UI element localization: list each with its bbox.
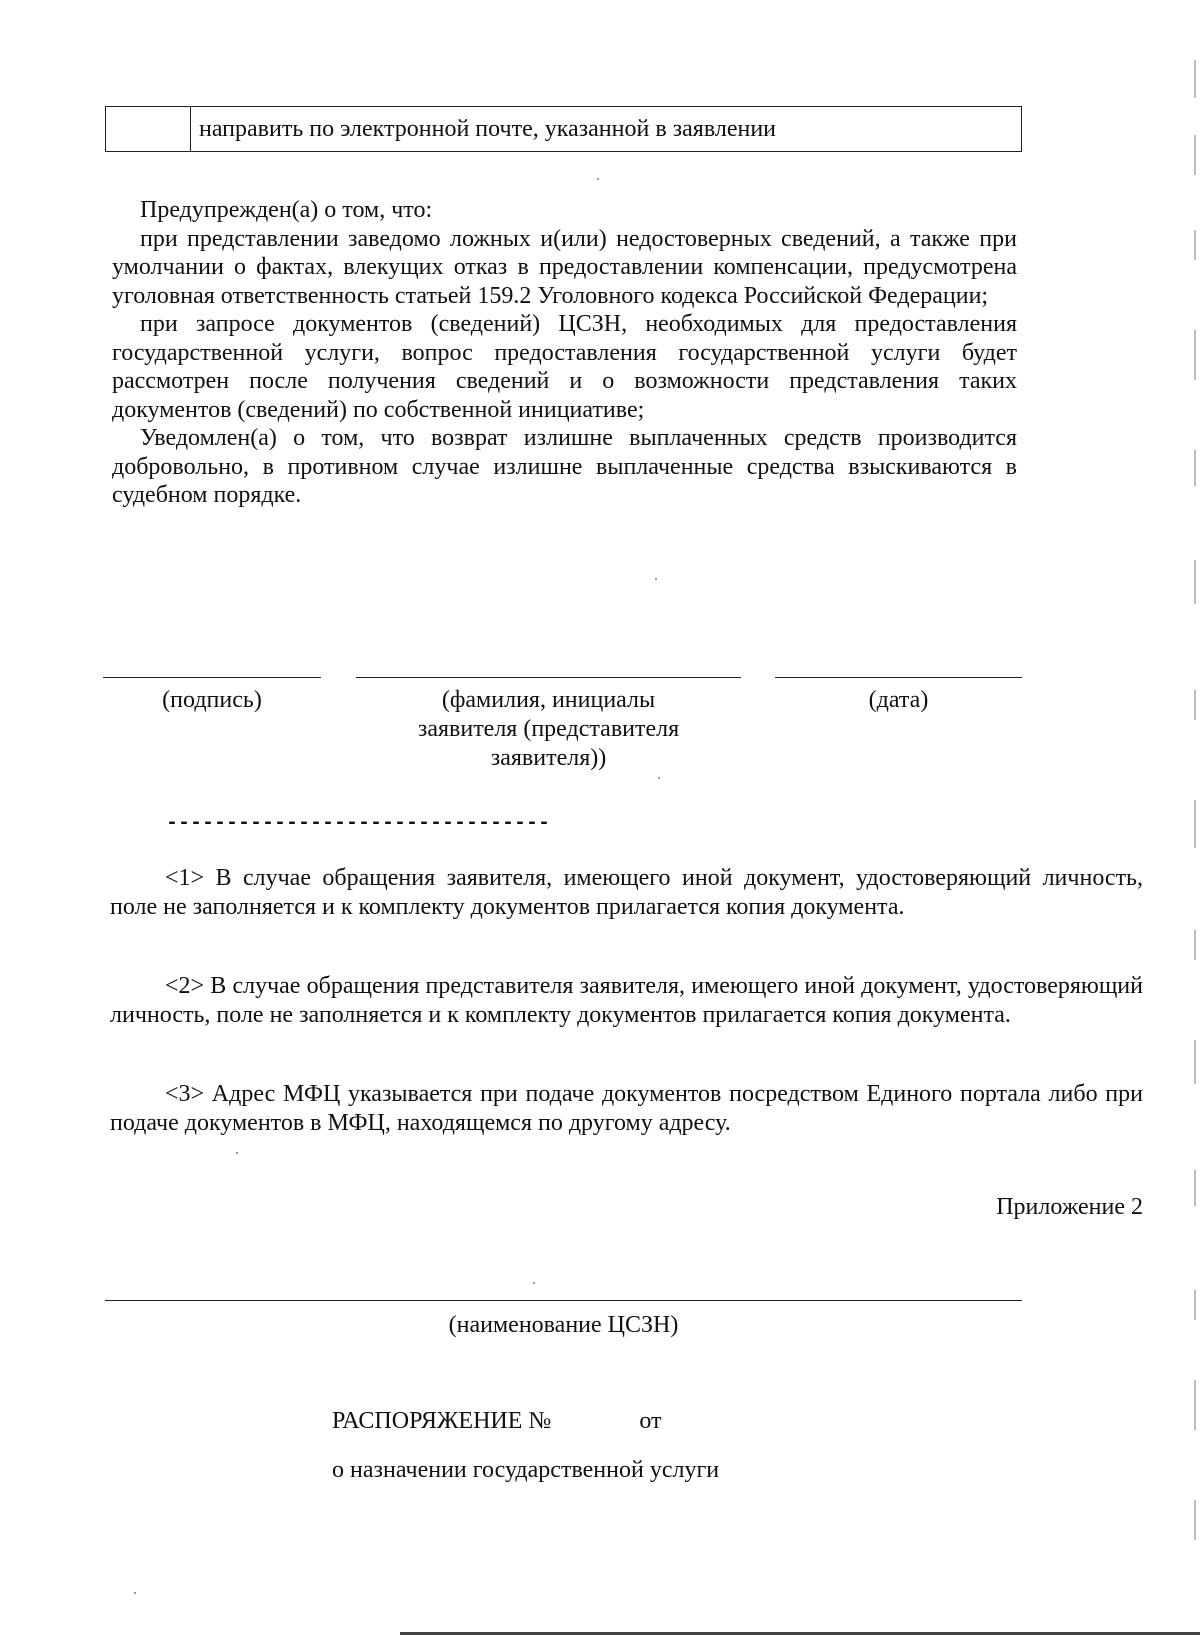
warning-item-document-request: при запросе документов (сведений) ЦСЗН, необходимых для предоставления государственной услуги, вопрос предоставления государственной услуги будет рассмотрен после получения сведений и о возможности представления таких документов (сведений) по собственной инициативе; <box>112 311 1017 423</box>
name-caption-line: (фамилия, инициалы <box>441 687 656 713</box>
warning-item-criminal-liability: при представлении заведомо ложных и(или) недостоверных сведений, а также при умолчании о фактах, влекущих отказ в предоставлении компенсации, предусмотрена уголовная ответственность статьей 159.2 Уголовного кодекса Российской Федерации; <box>112 225 1017 309</box>
scan-speck <box>655 578 657 580</box>
delivery-option-row <box>105 106 1022 152</box>
order-title-date: от <box>639 1408 662 1434</box>
footnote-1: <1> В случае обращения заявителя, имеющего иной документ, удостоверяющий личность, поле не заполняется и к комплекту документов прилагается копия документа. <box>110 865 1143 920</box>
scan-speck <box>134 1592 136 1594</box>
signature-line[interactable] <box>103 677 321 678</box>
date-line[interactable] <box>775 677 1022 678</box>
name-line[interactable] <box>356 677 741 678</box>
czsn-name-line[interactable] <box>105 1300 1022 1301</box>
warning-section <box>112 196 1017 510</box>
scan-speck <box>597 178 599 180</box>
name-caption-line: заявителя)) <box>490 745 607 771</box>
footnote-separator: -------------------------------- <box>166 812 551 835</box>
delivery-option-checkbox[interactable] <box>106 107 191 151</box>
signature-caption: (подпись) <box>162 687 262 713</box>
name-caption-line: заявителя (представителя <box>417 716 680 742</box>
footnote-3: <3> Адрес МФЦ указывается при подаче документов посредством Единого портала либо при подаче документов в МФЦ, находящемся по другому адресу. <box>110 1081 1143 1136</box>
date-caption: (дата) <box>868 687 929 713</box>
warning-notice-refund: Уведомлен(а) о том, что возврат излишне выплаченных средств производится добровольно, в противном случае излишне выплаченные средства взыскиваются в судебном порядке. <box>112 425 1017 508</box>
warning-intro: Предупрежден(а) о том, что: <box>140 197 433 223</box>
czsn-caption: (наименование ЦСЗН) <box>448 1312 679 1338</box>
delivery-option-label: направить по электронной почте, указанной в заявлении <box>199 116 777 142</box>
scan-speck <box>658 777 660 779</box>
name-caption <box>356 686 741 773</box>
scan-speck <box>236 1152 238 1154</box>
scan-speck <box>533 1282 535 1284</box>
order-title-number: РАСПОРЯЖЕНИЕ № <box>332 1408 552 1434</box>
order-subject: о назначении государственной услуги <box>332 1457 720 1483</box>
order-title <box>332 1408 662 1435</box>
scan-edge-marks <box>1194 0 1198 1635</box>
appendix-label: Приложение 2 <box>996 1194 1143 1220</box>
footnote-2: <2> В случае обращения представителя заявителя, имеющего иной документ, удостоверяющий личность, поле не заполняется и к комплекту документов прилагается копия документа. <box>110 973 1143 1028</box>
